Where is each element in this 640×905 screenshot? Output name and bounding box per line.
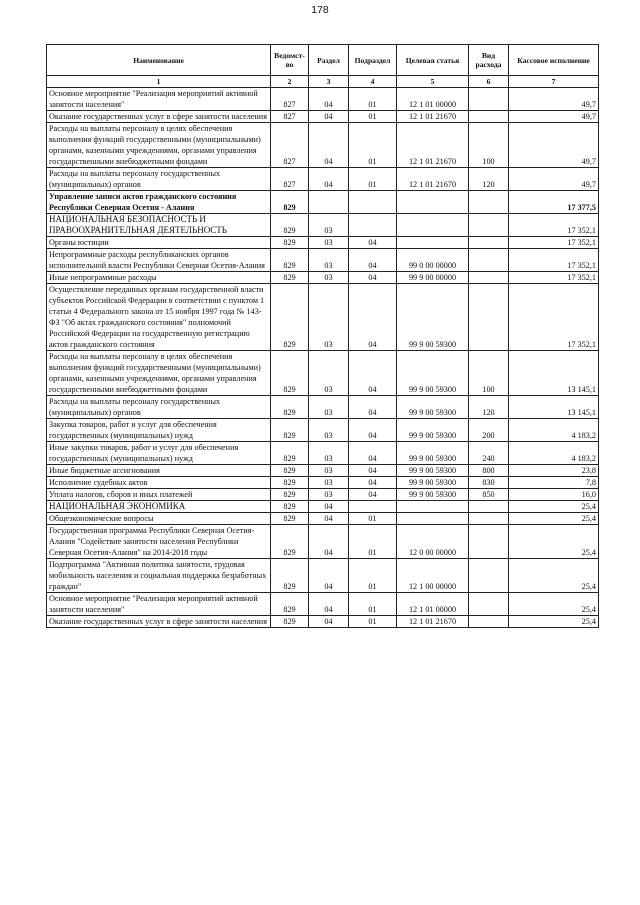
row-target: 99 9 00 59300 [397,477,469,489]
table-row [47,111,599,123]
row-name: Уплата налогов, сборов и иных платежей [47,489,271,501]
row-dept: 827 [271,168,309,191]
header-target: Целевая статья [397,45,469,76]
table-row [47,616,599,628]
row-target: 12 0 00 00000 [397,525,469,559]
table-row [47,249,599,272]
row-subsection: 01 [349,593,397,616]
row-subsection: 01 [349,123,397,168]
row-kind [469,284,509,351]
row-amount: 49,7 [509,168,599,191]
row-section: 04 [309,501,349,513]
budget-table [46,44,599,628]
row-target: 99 9 00 59300 [397,442,469,465]
row-name: Расходы на выплаты персоналу государственных (муниципальных) органов [47,168,271,191]
row-target [397,513,469,525]
row-name: Общеэкономические вопросы [47,513,271,525]
row-kind: 100 [469,123,509,168]
row-kind: 120 [469,396,509,419]
row-subsection: 04 [349,477,397,489]
row-name: Оказание государственных услуг в сфере занятости населения [47,111,271,123]
row-amount: 49,7 [509,111,599,123]
table-row [47,396,599,419]
row-subsection: 01 [349,513,397,525]
row-dept: 829 [271,559,309,593]
table-row [47,214,599,237]
header-num: 5 [397,76,469,88]
header-numbers-row [47,76,599,88]
row-subsection: 01 [349,525,397,559]
row-kind [469,501,509,513]
row-amount: 17 377,5 [509,191,599,214]
row-section: 03 [309,465,349,477]
row-subsection: 01 [349,168,397,191]
row-section: 03 [309,477,349,489]
row-kind: 120 [469,168,509,191]
table-row [47,284,599,351]
row-kind: 100 [469,351,509,396]
row-name: Расходы на выплаты персоналу в целях обеспечения выполнения функций государственными (муниципальными) органами, казенными учреждениями, органами управления государственными внебюджетными фондами [47,123,271,168]
table-row [47,237,599,249]
row-target: 12 1 01 21670 [397,168,469,191]
header-num: 1 [47,76,271,88]
row-dept: 829 [271,616,309,628]
row-dept: 829 [271,191,309,214]
row-kind: 200 [469,419,509,442]
row-dept: 829 [271,351,309,396]
row-section: 03 [309,237,349,249]
row-kind [469,249,509,272]
row-section [309,191,349,214]
row-name: Управление записи актов гражданского состояния Республики Северная Осетия - Алания [47,191,271,214]
row-amount: 4 183,2 [509,419,599,442]
header-row [47,45,599,76]
header-kind: Вид расхода [469,45,509,76]
row-target: 99 9 00 00000 [397,272,469,284]
row-dept: 829 [271,442,309,465]
row-amount: 4 183,2 [509,442,599,465]
row-target [397,214,469,237]
row-name: Осуществление переданных органам государственной власти субъектов Российской Федерации в соответствии с пунктом 1 статьи 4 Федерального закона от 15 ноября 1997 года № 143-ФЗ "Об актах гражданского состояния" полномочий Российской Федерации на государственную регистрацию актов гражданского состояния [47,284,271,351]
row-kind [469,272,509,284]
row-dept: 829 [271,284,309,351]
row-amount: 13 145,1 [509,351,599,396]
row-section: 03 [309,284,349,351]
row-target [397,501,469,513]
row-amount: 25,4 [509,525,599,559]
row-kind [469,88,509,111]
row-dept: 827 [271,123,309,168]
row-amount: 16,0 [509,489,599,501]
row-kind: 850 [469,489,509,501]
table-row [47,351,599,396]
row-amount: 49,7 [509,88,599,111]
table-row [47,525,599,559]
row-amount: 13 145,1 [509,396,599,419]
table-row [47,477,599,489]
page-number: 178 [311,4,329,16]
row-section: 04 [309,168,349,191]
row-target: 99 9 00 59300 [397,284,469,351]
table-row [47,419,599,442]
table-row [47,489,599,501]
row-name: Расходы на выплаты персоналу государственных (муниципальных) органов [47,396,271,419]
row-subsection: 01 [349,88,397,111]
row-kind [469,111,509,123]
row-target: 99 9 00 59300 [397,489,469,501]
header-subsection: Подраздел [349,45,397,76]
row-subsection [349,214,397,237]
header-dept: Ведомст-во [271,45,309,76]
header-amount: Кассовое исполнение [509,45,599,76]
row-section: 03 [309,419,349,442]
row-section: 04 [309,559,349,593]
row-subsection: 04 [349,351,397,396]
row-target: 99 9 00 59300 [397,419,469,442]
row-section: 03 [309,442,349,465]
row-name: Закупка товаров, работ и услуг для обеспечения государственных (муниципальных) нужд [47,419,271,442]
row-section: 03 [309,351,349,396]
row-dept: 829 [271,272,309,284]
header-num: 2 [271,76,309,88]
row-amount: 25,4 [509,616,599,628]
row-amount: 17 352,1 [509,284,599,351]
row-subsection: 04 [349,249,397,272]
row-subsection [349,191,397,214]
row-kind: 830 [469,477,509,489]
row-dept: 829 [271,489,309,501]
row-dept: 829 [271,249,309,272]
row-section: 04 [309,593,349,616]
table-row [47,88,599,111]
row-dept: 829 [271,525,309,559]
table-row [47,465,599,477]
row-target: 99 9 00 59300 [397,351,469,396]
header-num: 3 [309,76,349,88]
row-kind [469,237,509,249]
row-name: НАЦИОНАЛЬНАЯ ЭКОНОМИКА [47,501,271,513]
row-dept: 829 [271,465,309,477]
row-subsection: 04 [349,237,397,249]
row-name: Иные закупки товаров, работ и услуг для обеспечения государственных (муниципальных) нужд [47,442,271,465]
row-target: 99 0 00 00000 [397,249,469,272]
row-name: Иные непрограммные расходы [47,272,271,284]
row-dept: 827 [271,111,309,123]
row-subsection: 01 [349,559,397,593]
row-kind [469,513,509,525]
row-dept: 829 [271,237,309,249]
row-target: 12 1 01 21670 [397,616,469,628]
row-name: Органы юстиции [47,237,271,249]
row-name: Расходы на выплаты персоналу в целях обеспечения выполнения функций государственными (муниципальными) органами, казенными учреждениями, органами управления государственными внебюджетными фондами [47,351,271,396]
row-kind [469,559,509,593]
row-name: Подпрограмма "Активная политика занятости, трудовая мобильность населения и социальная поддержка безработных граждан" [47,559,271,593]
row-dept: 829 [271,513,309,525]
row-target [397,191,469,214]
row-section: 03 [309,272,349,284]
table-row [47,442,599,465]
row-section: 04 [309,88,349,111]
row-subsection: 04 [349,465,397,477]
row-dept: 829 [271,593,309,616]
row-section: 04 [309,525,349,559]
row-target: 12 1 01 00000 [397,593,469,616]
row-kind [469,616,509,628]
row-name: Государственная программа Республики Северная Осетия-Алания "Содействие занятости населения Республики Северная Осетия-Алания" на 2014-2018 годы [47,525,271,559]
row-dept: 829 [271,477,309,489]
row-section: 04 [309,616,349,628]
row-section: 04 [309,111,349,123]
row-subsection: 04 [349,442,397,465]
row-subsection: 04 [349,284,397,351]
row-kind [469,214,509,237]
row-dept: 829 [271,501,309,513]
row-target: 12 1 01 21670 [397,123,469,168]
header-num: 7 [509,76,599,88]
row-amount: 17 352,1 [509,272,599,284]
row-subsection: 01 [349,111,397,123]
header-num: 4 [349,76,397,88]
row-target: 12 1 01 00000 [397,88,469,111]
row-name: Основное мероприятие "Реализация мероприятий активной занятости населения" [47,593,271,616]
row-name: Основное мероприятие "Реализация мероприятий активной занятости населения" [47,88,271,111]
row-subsection: 04 [349,272,397,284]
header-section: Раздел [309,45,349,76]
row-amount: 23,8 [509,465,599,477]
row-amount: 25,4 [509,559,599,593]
row-section: 03 [309,214,349,237]
header-name: Наименование [47,45,271,76]
row-subsection [349,501,397,513]
row-section: 03 [309,396,349,419]
row-target: 12 1 00 00000 [397,559,469,593]
row-section: 04 [309,513,349,525]
row-name: Оказание государственных услуг в сфере занятости населения [47,616,271,628]
row-name: Иные бюджетные ассигнования [47,465,271,477]
row-dept: 827 [271,88,309,111]
table-row [47,272,599,284]
row-kind: 240 [469,442,509,465]
row-amount: 7,8 [509,477,599,489]
row-subsection: 04 [349,419,397,442]
row-target: 99 9 00 59300 [397,465,469,477]
header-num: 6 [469,76,509,88]
row-kind [469,191,509,214]
table-row [47,168,599,191]
table-body [47,88,599,628]
row-dept: 829 [271,396,309,419]
row-amount: 17 352,1 [509,249,599,272]
row-amount: 49,7 [509,123,599,168]
row-kind [469,593,509,616]
table-row [47,593,599,616]
row-amount: 25,4 [509,593,599,616]
table-row [47,501,599,513]
row-kind: 800 [469,465,509,477]
row-dept: 829 [271,419,309,442]
table-row [47,123,599,168]
row-amount: 17 352,1 [509,214,599,237]
row-section: 03 [309,249,349,272]
row-name: НАЦИОНАЛЬНАЯ БЕЗОПАСНОСТЬ И ПРАВООХРАНИТЕЛЬНАЯ ДЕЯТЕЛЬНОСТЬ [47,214,271,237]
row-target: 99 9 00 59300 [397,396,469,419]
row-amount: 25,4 [509,501,599,513]
row-dept: 829 [271,214,309,237]
row-target: 12 1 01 21670 [397,111,469,123]
table-row [47,513,599,525]
row-amount: 17 352,1 [509,237,599,249]
row-subsection: 04 [349,489,397,501]
row-name: Исполнение судебных актов [47,477,271,489]
row-amount: 25,4 [509,513,599,525]
row-subsection: 01 [349,616,397,628]
row-name: Непрограммные расходы республиканских органов исполнительной власти Республики Северная Осетия-Алания [47,249,271,272]
row-kind [469,525,509,559]
row-target [397,237,469,249]
row-section: 04 [309,123,349,168]
row-subsection: 04 [349,396,397,419]
row-section: 03 [309,489,349,501]
table-row [47,191,599,214]
table-row [47,559,599,593]
